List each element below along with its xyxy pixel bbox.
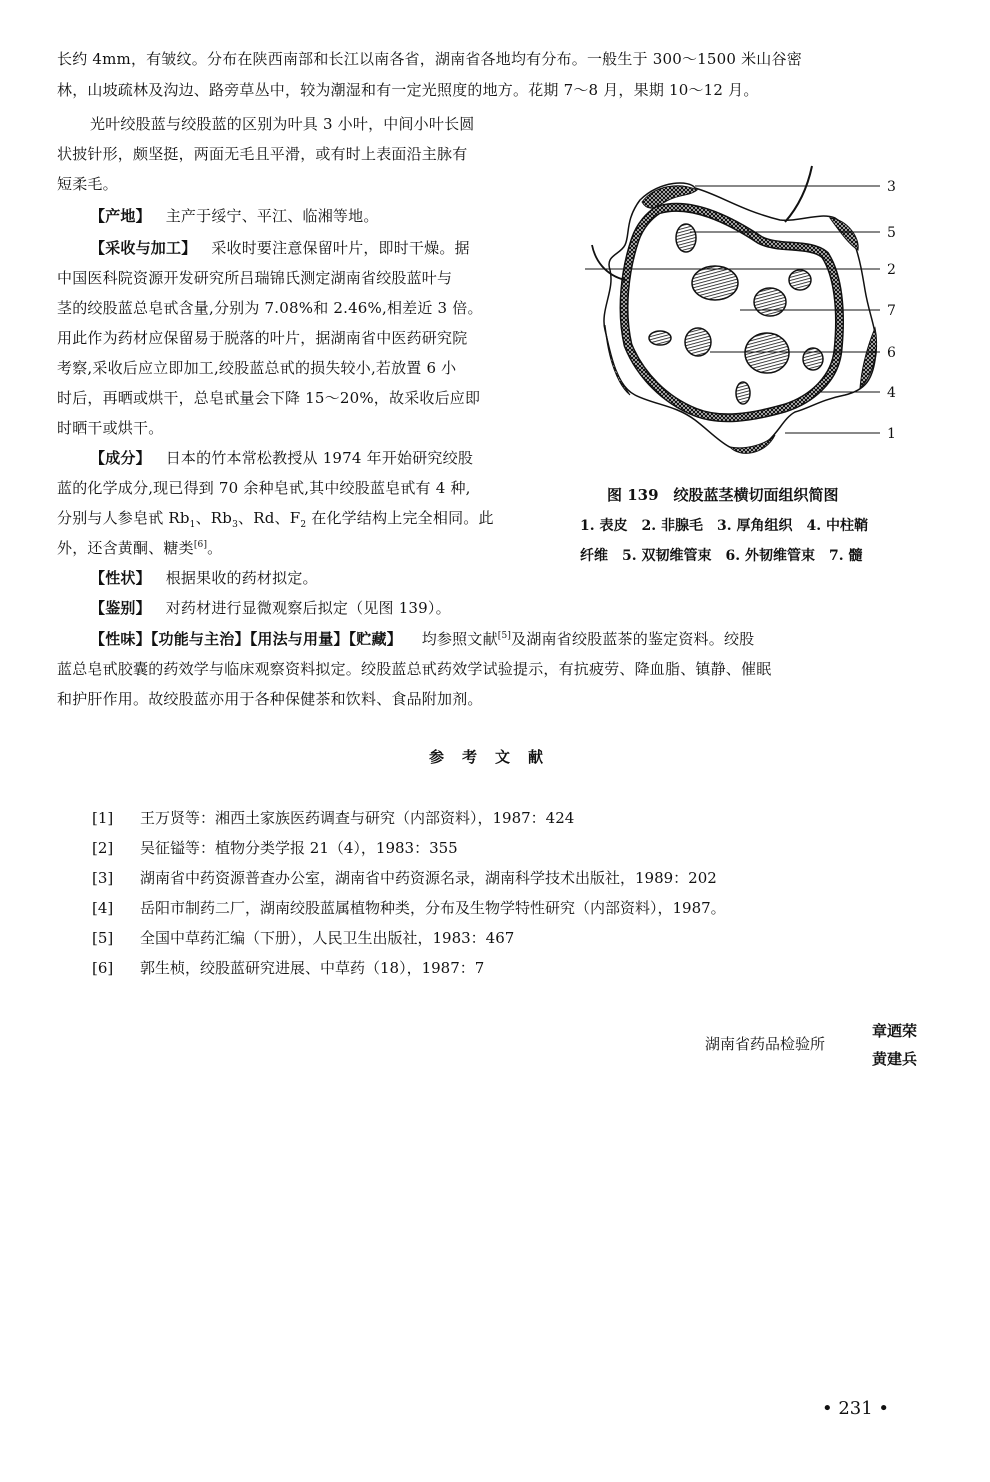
text-fragment: 及湖南省绞股蓝茶的鉴定资料。绞股: [511, 630, 755, 648]
section-heading: 【性味】【功能与主治】【用法与用量】【贮藏】: [90, 630, 402, 648]
reference-text: 郭生桢，绞股蓝研究进展、中草药（18），1987：7: [140, 959, 485, 977]
figure-legend-line: 1. 表皮 2. 非腺毛 3. 厚角组织 4. 中柱鞘: [580, 518, 868, 534]
vascular-bundle: [676, 224, 696, 252]
vascular-bundle: [745, 333, 789, 373]
section-heading: 【采收与加工】: [90, 239, 197, 257]
collenchyma-patch: [830, 218, 858, 250]
body-line: 长约 4mm，有皱纹。分布在陕西南部和长江以南各省，湖南省各地均有分布。一般生于 300～1500 米山谷密: [57, 50, 802, 68]
text-fragment: 在化学结构上完全相同。此: [306, 509, 494, 527]
text-fragment: 均参照文献: [421, 630, 498, 648]
reference-number: [4]: [92, 899, 114, 917]
section-composition: [90, 448, 473, 468]
section-origin: [90, 206, 379, 226]
reference-item: [92, 838, 458, 858]
vascular-bundle: [649, 331, 671, 345]
author-affiliation: 湖南省药品检验所: [705, 1035, 826, 1053]
reference-number: [6]: [92, 959, 114, 977]
vascular-bundle: [803, 348, 823, 370]
reference-number: [1]: [92, 809, 114, 827]
body-line: [57, 538, 557, 558]
figure-label: 3: [887, 179, 896, 195]
body-line: 中国医科院资源开发研究所吕瑞锦氏测定湖南省绞股蓝叶与: [57, 269, 453, 287]
text-fragment: 。: [207, 539, 223, 557]
reference-text: 全国中草药汇编（下册），人民卫生出版社，1983：467: [140, 929, 515, 947]
section-text: 根据果收的药材拟定。: [165, 569, 318, 587]
reference-number: [5]: [92, 929, 114, 947]
figure-label: 4: [887, 385, 896, 401]
vascular-bundle: [736, 382, 750, 404]
body-line: 光叶绞股蓝与绞股蓝的区别为叶具 3 小叶，中间小叶长圆: [90, 115, 475, 133]
author-name: 黄建兵: [872, 1050, 918, 1068]
reference-text: 王万贤等：湘西土家族医药调查与研究（内部资料），1987：424: [140, 809, 575, 827]
collenchyma-patch: [730, 435, 775, 453]
body-line: 林，山坡疏林及沟边、路旁草丛中，较为潮湿和有一定光照度的地方。花期 7～8 月，果期 10～12 月。: [57, 81, 759, 99]
section-text: 对药材进行显微观察后拟定（见图 139）。: [165, 599, 451, 617]
section-identification: [90, 598, 451, 618]
body-line: [57, 508, 557, 528]
references-heading: 参考文献: [428, 748, 561, 766]
section-heading: 【鉴别】: [90, 599, 151, 617]
collenchyma-patch: [860, 328, 877, 388]
figure-label: 1: [887, 426, 896, 442]
reference-item: [92, 898, 726, 918]
author-name: 章迺荣: [872, 1022, 918, 1040]
figure-label: 6: [887, 345, 896, 361]
stem-cross-section-figure: [580, 150, 910, 470]
text-fragment: 分别与人参皂甙 Rb: [57, 509, 190, 527]
reference-number: [2]: [92, 839, 114, 857]
text-fragment: 、Rb: [195, 509, 233, 527]
body-line: 时后，再晒或烘干，总皂甙量会下降 15～20%，故采收后应即: [57, 389, 481, 407]
reference-text: 岳阳市制药二厂，湖南绞股蓝属植物种类，分布及生物学特性研究（内部资料），1987。: [140, 899, 726, 917]
body-line: 时晒干或烘干。: [57, 419, 164, 437]
reference-item: [92, 928, 514, 948]
citation-ref[interactable]: [6]: [193, 540, 208, 550]
body-line: 和护肝作用。故绞股蓝亦用于各种保健茶和饮料、食品附加剂。: [57, 690, 483, 708]
figure-label: 7: [887, 303, 896, 319]
subscript: 3: [232, 520, 239, 530]
subscript: 2: [300, 520, 307, 530]
reference-item: [92, 868, 717, 888]
figure-legend-line: 纤维 5. 双韧维管束 6. 外韧维管束 7. 髓: [580, 548, 863, 564]
figure-caption-title: 图 139 绞股蓝茎横切面组织简图: [607, 486, 839, 504]
section-heading: 【性状】: [90, 569, 151, 587]
section-character: [90, 568, 318, 588]
vascular-bundle: [692, 266, 738, 300]
body-line: 蓝总皂甙胶囊的药效学与临床观察资料拟定。绞股蓝总甙药效学试验提示，有抗疲劳、降血脂、镇静、催眠: [57, 660, 772, 678]
section-text: 日本的竹本常松教授从 1974 年开始研究绞股: [165, 449, 474, 467]
vascular-bundle: [754, 288, 786, 316]
text-fragment: 外，还含黄酮、糖类: [57, 539, 194, 557]
non-glandular-hair: [785, 166, 812, 222]
text-fragment: 、Rd、F: [238, 509, 301, 527]
body-line: 状披针形，颇坚挺，两面无毛且平滑，或有时上表面沿主脉有: [57, 145, 468, 163]
body-line: 茎的绞股蓝总皂甙含量,分别为 7.08%和 2.46%,相差近 3 倍。: [57, 299, 483, 317]
section-properties: [90, 629, 754, 649]
reference-text: 吴征镒等：植物分类学报 21（4），1983：355: [140, 839, 458, 857]
section-harvest: [90, 238, 470, 258]
vascular-bundle: [789, 270, 811, 290]
section-heading: 【产地】: [90, 207, 151, 225]
reference-number: [3]: [92, 869, 114, 887]
section-text: 主产于绥宁、平江、临湘等地。: [165, 207, 379, 225]
body-line: 考察,采收后应立即加工,绞股蓝总甙的损失较小,若放置 6 小: [57, 359, 457, 377]
vascular-bundle: [685, 328, 711, 356]
reference-item: [92, 958, 484, 978]
section-text: 采收时要注意保留叶片，即时干燥。据: [211, 239, 470, 257]
page-number: • 231 •: [822, 1398, 890, 1419]
figure-label: 2: [887, 262, 896, 278]
reference-item: [92, 808, 574, 828]
reference-text: 湖南省中药资源普查办公室，湖南省中药资源名录，湖南科学技术出版社，1989：202: [140, 869, 717, 887]
body-line: 短柔毛。: [57, 175, 118, 193]
body-line: 用此作为药材应保留易于脱落的叶片，据湖南省中医药研究院: [57, 329, 468, 347]
body-line: 蓝的化学成分,现已得到 70 余种皂甙,其中绞股蓝皂甙有 4 种,: [57, 479, 471, 497]
citation-ref[interactable]: [5]: [497, 631, 512, 641]
section-heading: 【成分】: [90, 449, 151, 467]
subscript: 1: [189, 520, 196, 530]
figure-label: 5: [887, 225, 896, 241]
